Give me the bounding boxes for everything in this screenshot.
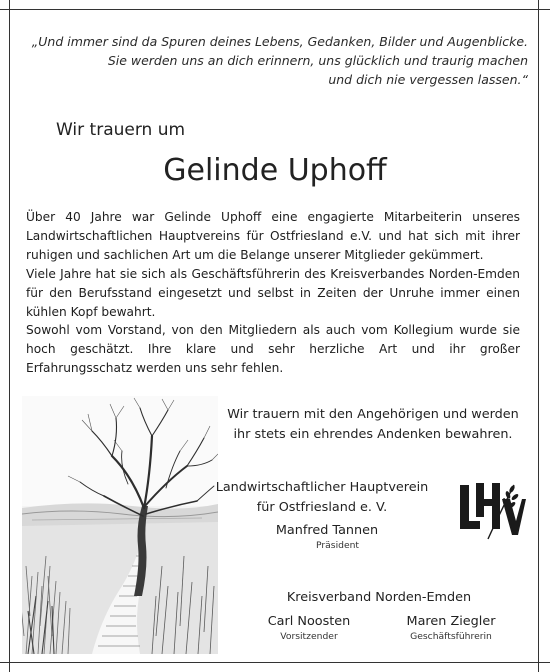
- president-role: Präsident: [316, 540, 360, 551]
- quote-line-2: Sie werden uns an dich erinnern, uns glücklich und traurig machen: [107, 53, 528, 68]
- condolence-line-2: ihr stets ein ehrendes Andenken bewahren.: [233, 426, 513, 442]
- quote-line-3: und dich nie vergessen lassen.“: [328, 72, 528, 87]
- lhv-logo-icon: [458, 477, 526, 541]
- manager-name: Maren Ziegler: [406, 614, 496, 629]
- condolence-text: [214, 405, 532, 444]
- chair-role: Vorsitzender: [280, 631, 338, 642]
- memorial-quote: [28, 32, 528, 89]
- president-signature: [254, 523, 400, 551]
- mourning-intro: Wir trauern um: [56, 120, 186, 140]
- manager-signature: [384, 614, 518, 642]
- condolence-line-1: Wir trauern mit den Angehörigen und werden: [227, 407, 519, 422]
- obituary-paragraph-3: Sowohl vom Vorstand, von den Mitgliedern als auch vom Kollegium wurde sie hoch geschätzt. Ihre klare und sehr herzliche Art und ihr großer Erfahrungsschatz werden uns sehr fehlen.: [26, 323, 520, 376]
- chair-name: Carl Noosten: [267, 614, 351, 629]
- president-name: Manfred Tannen: [275, 523, 379, 538]
- top-border-rule: [0, 9, 550, 10]
- organization-line-1: Landwirtschaftlicher Hauptverein: [215, 480, 429, 495]
- quote-line-1: „Und immer sind da Spuren deines Lebens, Gedanken, Bilder und Augenblicke.: [31, 34, 528, 49]
- obituary-paragraph-1: Über 40 Jahre war Gelinde Uphoff eine engagierte Mitarbeiterin unseres Landwirtschaftlichen Hauptvereins für Ostfriesland e.V. und hat sich mit ihrer ruhigen und sachlichen Art um die Belange unserer Mitglieder gekümmert.: [26, 210, 520, 262]
- district-name: Kreisverband Norden-Emden: [286, 590, 472, 605]
- manager-role: Geschäftsführerin: [410, 631, 492, 642]
- chair-signature: [246, 614, 372, 642]
- left-border-rule: [9, 0, 10, 672]
- obituary-paragraph-2: Viele Jahre hat sie sich als Geschäftsführerin des Kreisverbandes Norden-Emden für den Berufsstand eingesetzt und selbst in Zeiten der Unruhe immer einen kühlen Kopf bewahrt.: [26, 266, 520, 319]
- deceased-name: Gelinde Uphoff: [163, 153, 387, 188]
- obituary-text: [26, 208, 520, 378]
- landscape-tree-drawing: [22, 396, 218, 654]
- bottom-border-rule: [0, 662, 550, 663]
- organization-line-2: für Ostfriesland e. V.: [256, 499, 388, 515]
- organization-name: [214, 478, 430, 517]
- right-border-rule: [538, 0, 539, 672]
